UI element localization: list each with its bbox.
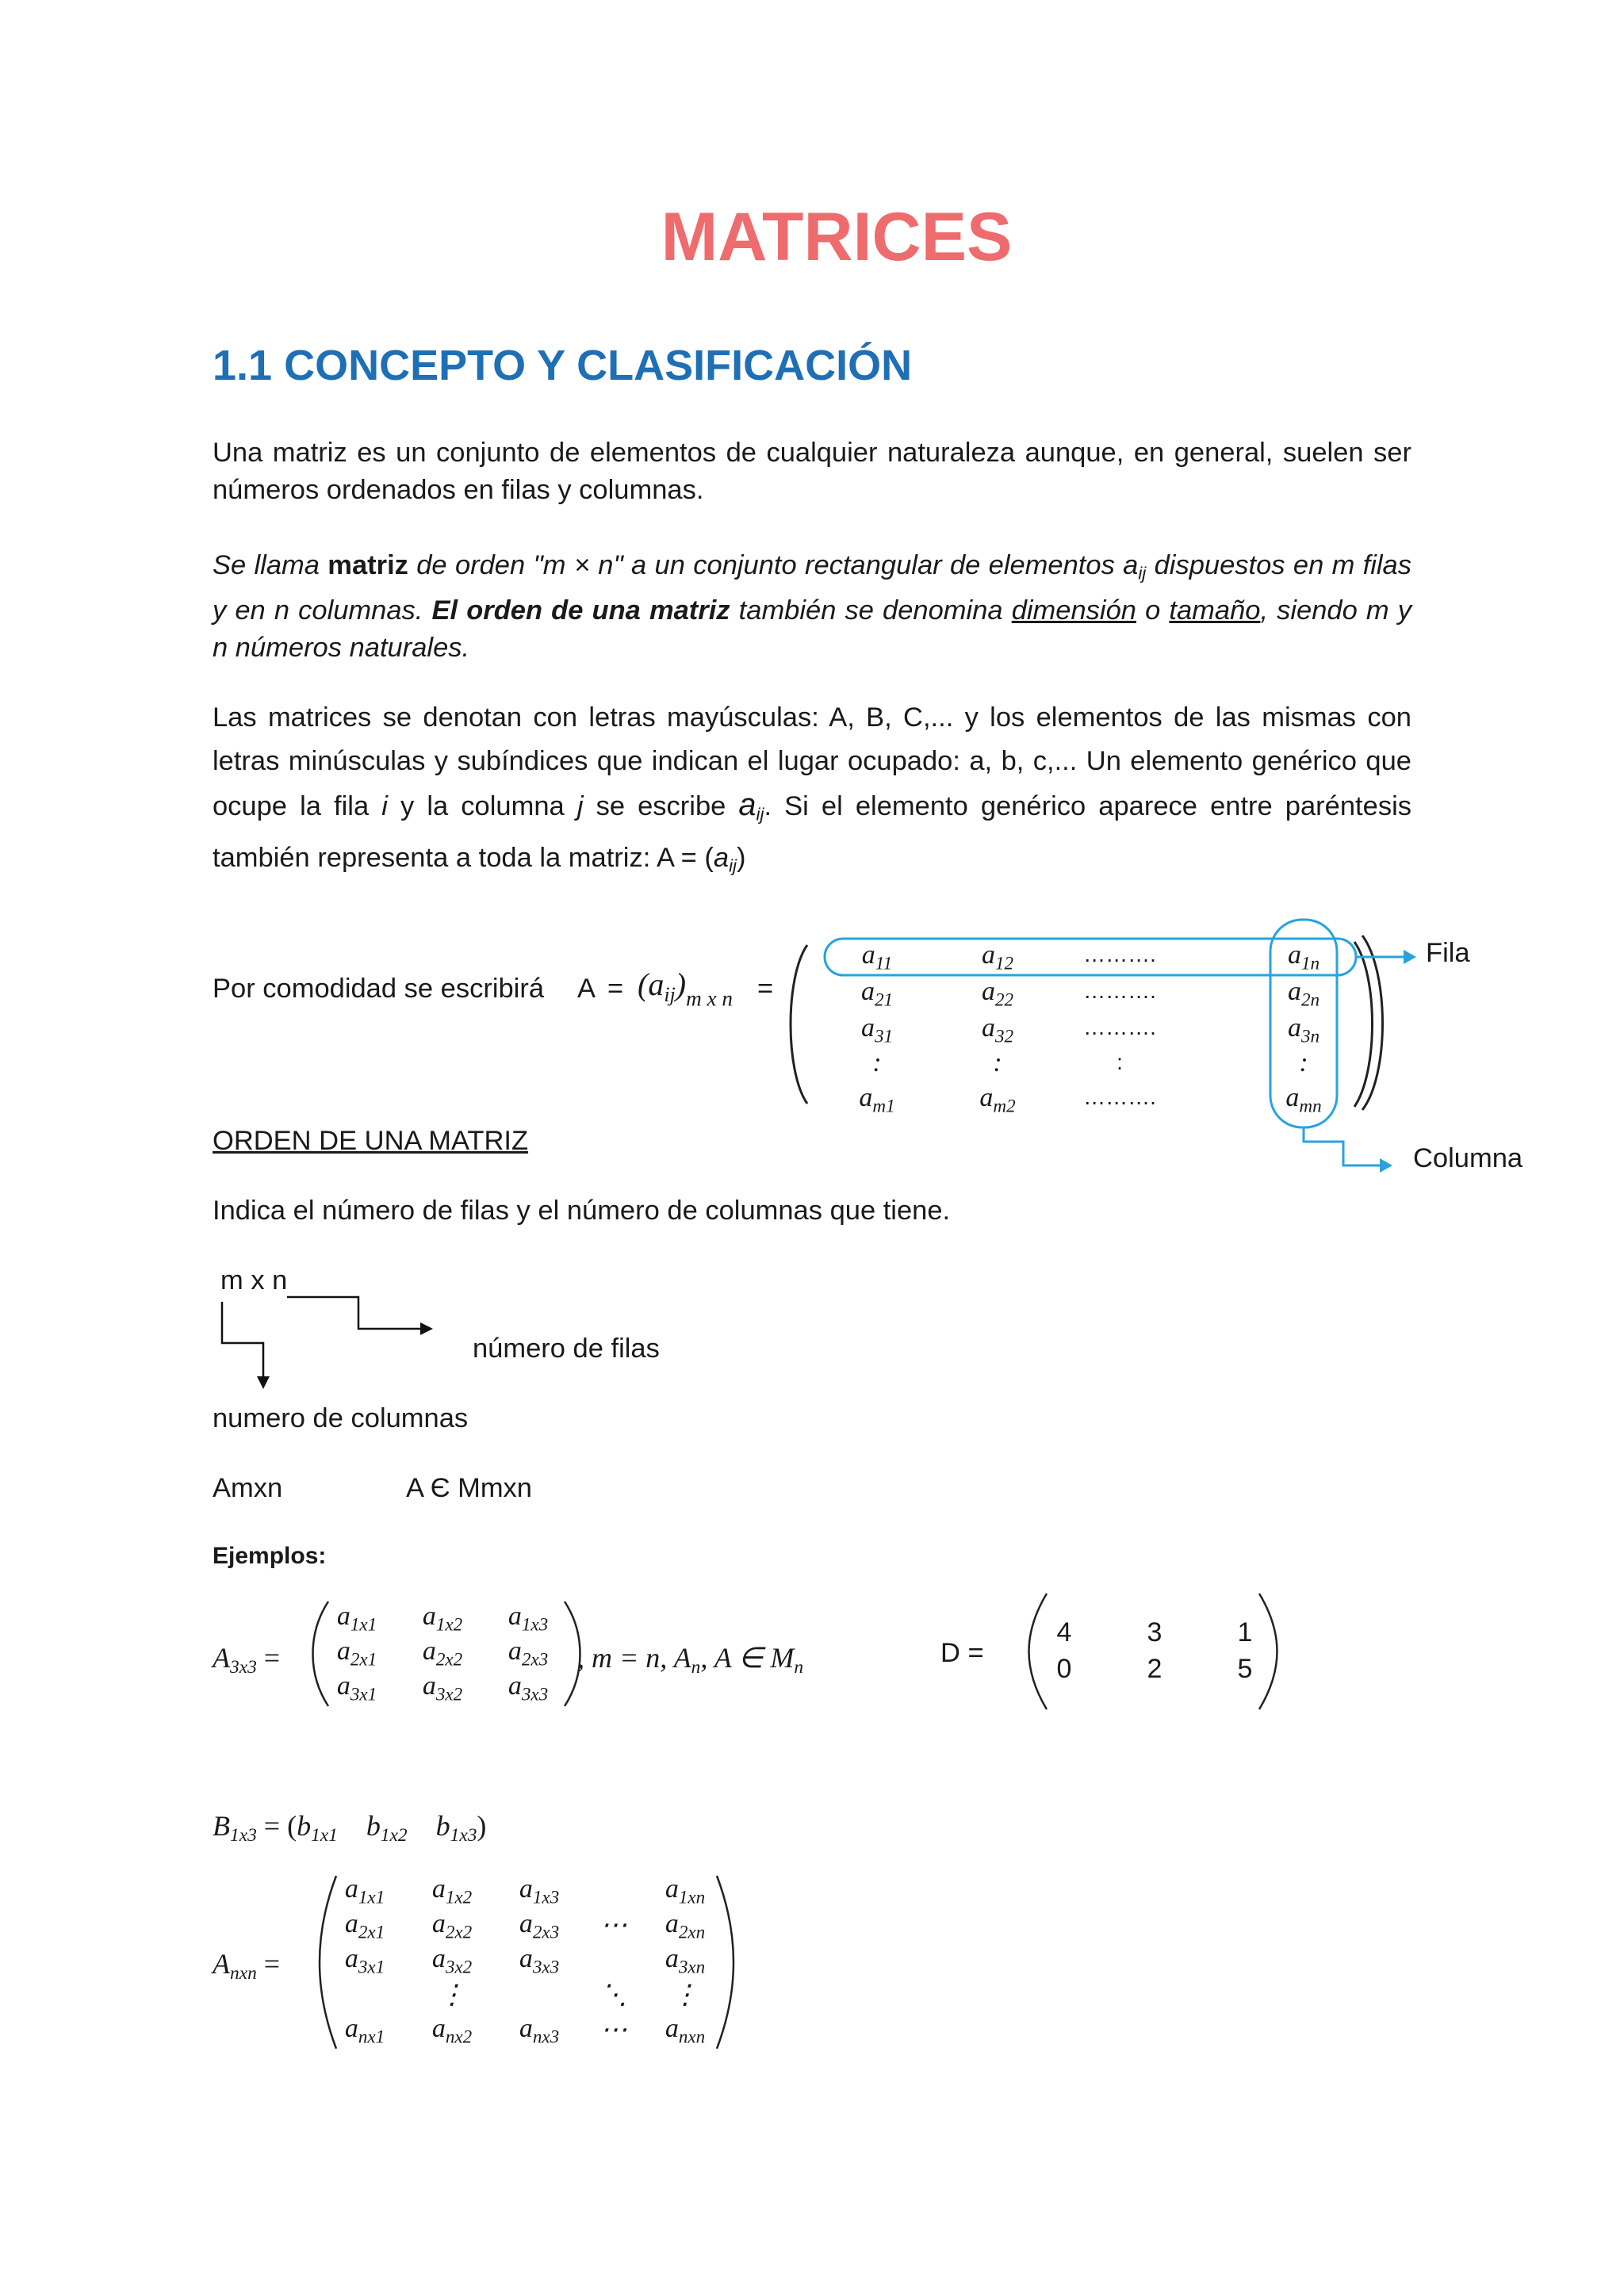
aij-notation: $(a_{ij})_{m x n}$ bbox=[638, 966, 733, 1011]
matrix-cell: : bbox=[872, 1048, 882, 1077]
a3x3-cell: $a_{1x1}$ bbox=[336, 1601, 377, 1636]
intro-paragraph: Una matriz es un conjunto de elementos de cualquier naturaleza aunque, en general, suelen ser números ordenados en filas y columnas. bbox=[213, 438, 1411, 505]
a3x3-name: $A_{3x3}$ = bbox=[213, 1642, 281, 1678]
b1x3-expression: $B_{1x3} = (b_{1x1}$ $b_{1x2}$ $b_{1x3}$) bbox=[213, 1810, 487, 1846]
filas-label: número de filas bbox=[473, 1334, 660, 1364]
matrix-ellipsis: ………. bbox=[1083, 1085, 1156, 1109]
a-in-mmxn-text: A Є Mmxn bbox=[406, 1473, 532, 1503]
definition-paragraph: Se llama matriz de orden "m × n" a un conjunto rectangular de elementos $a_{ij}$ dispuestos en m filas y en n columnas. El orden de una matriz también se denomina dimensión o tamaño, siendo m y n números naturales. bbox=[213, 550, 1412, 663]
matrix-ellipsis: ………. bbox=[1083, 1015, 1156, 1039]
anxn-cell: ⋮ bbox=[439, 1980, 465, 2010]
matrix-cell: : bbox=[1299, 1048, 1308, 1077]
anxn-cell: $a_{nx3}$ bbox=[519, 2014, 560, 2048]
equals-sign-2: = bbox=[757, 974, 774, 1004]
anxn-cell: ⋯ bbox=[600, 1911, 627, 1940]
columna-label: Columna bbox=[1413, 1143, 1523, 1173]
matrix-cell: $a_{m2}$ bbox=[979, 1083, 1016, 1117]
matrix-cell: $a_{12}$ bbox=[981, 940, 1014, 974]
a3x3-cell: $a_{2x2}$ bbox=[422, 1636, 463, 1670]
columna-arrowhead bbox=[1380, 1158, 1392, 1173]
anxn-cell: $a_{2x1}$ bbox=[344, 1909, 385, 1943]
filas-arrowhead bbox=[420, 1322, 433, 1335]
anxn-cell: ⋯ bbox=[600, 2015, 627, 2045]
d-cell: 1 bbox=[1237, 1617, 1253, 1647]
a3x3-cell: $a_{1x3}$ bbox=[508, 1601, 549, 1636]
matrix-cell: $a_{1n}$ bbox=[1287, 940, 1320, 974]
anxn-cell: $a_{3xn}$ bbox=[665, 1944, 706, 1978]
mxn-label: m x n bbox=[220, 1265, 288, 1295]
equals-sign: = bbox=[607, 974, 624, 1004]
anxn-right-paren bbox=[717, 1876, 733, 2049]
a3x3-cell: $a_{3x1}$ bbox=[336, 1671, 377, 1705]
a3x3-cell: $a_{2x3}$ bbox=[508, 1636, 549, 1670]
matrix-cell: $a_{31}$ bbox=[860, 1013, 894, 1047]
a3x3-cell: $a_{3x3}$ bbox=[508, 1671, 549, 1705]
a3x3-cell: $a_{3x2}$ bbox=[422, 1671, 463, 1705]
notation-paragraph: Las matrices se denotan con letras mayúsculas: A, B, C,... y los elementos de las mismas con letras minúsculas y subíndices que indican el lugar ocupado: a, b, c,... Un elemento genérico que ocupe la fila i y la columna j se escribe $a_{ij}$. Si el elemento genérico aparece entre paréntesis también representa a toda la matriz: $A = (a_{ij})$ bbox=[213, 702, 1411, 876]
anxn-cell: $a_{1x1}$ bbox=[344, 1874, 385, 1908]
anxn-cell: $a_{nxn}$ bbox=[665, 2014, 706, 2048]
anxn-cell: $a_{nx2}$ bbox=[431, 2014, 473, 2048]
d-label: D = bbox=[940, 1638, 984, 1668]
matrix-cell: : bbox=[993, 1048, 1002, 1077]
anxn-cell: $a_{2xn}$ bbox=[665, 1909, 706, 1943]
anxn-left-paren bbox=[320, 1876, 336, 2049]
anxn-cell: $a_{3x2}$ bbox=[431, 1944, 473, 1978]
fila-label: Fila bbox=[1426, 938, 1470, 968]
d-right-paren bbox=[1259, 1594, 1277, 1709]
columna-arrow bbox=[1304, 1127, 1380, 1165]
anxn-cell: $a_{1x2}$ bbox=[431, 1874, 473, 1908]
matrix-ellipsis: ………. bbox=[1083, 978, 1156, 1003]
anxn-cell: $a_{nx1}$ bbox=[344, 2014, 385, 2048]
a3x3-cell: $a_{1x2}$ bbox=[422, 1601, 463, 1636]
row-highlight bbox=[825, 939, 1356, 975]
page-title: MATRICES bbox=[661, 199, 1013, 275]
d-cell: 5 bbox=[1237, 1654, 1253, 1684]
comodidad-label: Por comodidad se escribirá bbox=[213, 974, 545, 1004]
d-cell: 2 bbox=[1147, 1654, 1162, 1684]
matrix-ellipsis: : bbox=[1116, 1050, 1123, 1074]
columnas-label: numero de columnas bbox=[213, 1403, 469, 1433]
d-cell: 0 bbox=[1056, 1654, 1072, 1684]
anxn-cell: $a_{1x3}$ bbox=[519, 1874, 560, 1908]
matrix-cell: $a_{11}$ bbox=[861, 940, 893, 974]
anxn-cell: ⋮ bbox=[672, 1980, 699, 2010]
anxn-name: $A_{nxn}$ = bbox=[213, 1948, 281, 1984]
d-cell: 3 bbox=[1147, 1617, 1162, 1647]
anxn-cell: $a_{2x2}$ bbox=[431, 1909, 473, 1943]
d-left-paren bbox=[1029, 1594, 1048, 1709]
filas-arrow bbox=[287, 1297, 420, 1329]
matrix-cell: $a_{m1}$ bbox=[859, 1083, 895, 1117]
orden-text: Indica el número de filas y el número de columnas que tiene. bbox=[213, 1196, 951, 1226]
matrix-cell: $a_{21}$ bbox=[860, 977, 894, 1011]
columnas-arrowhead bbox=[257, 1376, 270, 1389]
anxn-cell: ⋱ bbox=[600, 1980, 627, 2010]
section-heading: 1.1 CONCEPTO Y CLASIFICACIÓN bbox=[213, 342, 913, 389]
anxn-cell: $a_{3x3}$ bbox=[519, 1944, 560, 1978]
matrix-cell: $a_{22}$ bbox=[981, 977, 1014, 1011]
ejemplos-label: Ejemplos: bbox=[213, 1543, 327, 1569]
a3x3-left-paren bbox=[313, 1601, 329, 1706]
d-cell: 4 bbox=[1056, 1617, 1072, 1647]
matrix-cell: $a_{mn}$ bbox=[1285, 1083, 1322, 1117]
columnas-arrow bbox=[222, 1302, 263, 1376]
fila-arrowhead bbox=[1404, 950, 1416, 964]
anxn-cell: $a_{3x1}$ bbox=[344, 1944, 385, 1978]
a3x3-cell: $a_{2x1}$ bbox=[336, 1636, 377, 1670]
a3x3-tail: , m = n, $A_n$, A ∈ $M_n$ bbox=[577, 1642, 804, 1678]
anxn-cell: $a_{2x3}$ bbox=[519, 1909, 560, 1943]
matrix-cell: $a_{32}$ bbox=[981, 1013, 1014, 1047]
matrix-cell: $a_{3n}$ bbox=[1287, 1013, 1320, 1047]
amxn-text: Amxn bbox=[213, 1473, 283, 1503]
matrix-A-symbol: A bbox=[577, 974, 596, 1004]
left-paren bbox=[791, 945, 807, 1104]
matrix-ellipsis: ………. bbox=[1083, 942, 1156, 966]
column-highlight bbox=[1270, 920, 1337, 1127]
orden-heading: ORDEN DE UNA MATRIZ bbox=[213, 1126, 529, 1156]
anxn-cell: $a_{1xn}$ bbox=[665, 1874, 706, 1908]
matrix-cell: $a_{2n}$ bbox=[1287, 977, 1320, 1011]
a3x3-right-paren bbox=[565, 1601, 580, 1706]
right-paren bbox=[1354, 942, 1373, 1107]
